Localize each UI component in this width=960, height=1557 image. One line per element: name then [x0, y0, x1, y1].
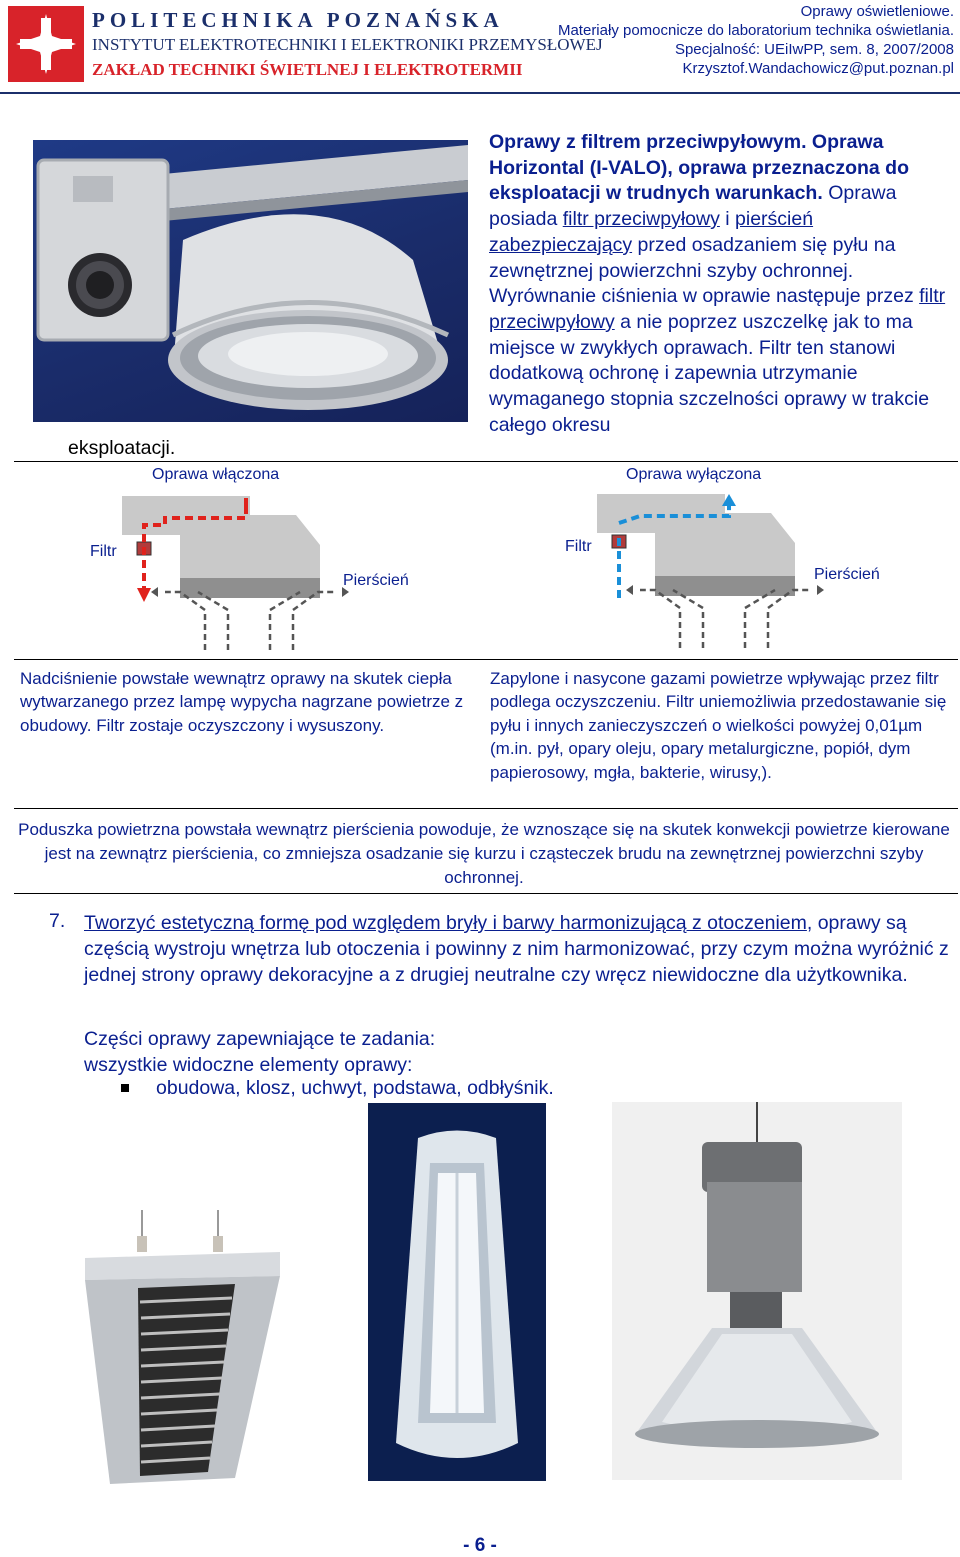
section-divider-1 — [14, 461, 958, 462]
airflow-left-arrow-icon — [151, 587, 158, 597]
diagram-on-caption: Oprawa włączona — [152, 466, 280, 483]
diagram-off-ring-label: Pierścień — [814, 566, 880, 583]
luminaire-photo — [33, 140, 468, 422]
intro-text-1: Oprawa posiada — [489, 182, 897, 231]
parts-line-2: wszystkie widoczne elementy oprawy: — [84, 1054, 413, 1076]
logo-institute-name: INSTYTUT ELEKTROTECHNIKI I ELEKTRONIKI PRZEMYSŁOWEJ — [92, 35, 603, 54]
logo-department-name: ZAKŁAD TECHNIKI ŚWIETLNEJ I ELEKTROTERMII — [92, 60, 523, 79]
diagram-on-filter-label: Filtr — [90, 543, 117, 560]
pendant-luminaire-photo — [80, 1210, 280, 1485]
item-number: 7. — [49, 910, 66, 932]
item-7-paragraph — [84, 910, 956, 988]
logo-cross-icon — [8, 6, 84, 82]
intro-text-3: przed osadzaniem się pyłu na zewnętrznej powierzchni szyby ochronnej. Wyrównanie ciśnienia w oprawie następuje przez — [489, 233, 920, 308]
intro-text-2: i — [719, 208, 736, 231]
section-divider-4 — [14, 893, 958, 894]
airflow-out-arrow-icon — [137, 588, 151, 602]
header-topic: Oprawy oświetleniowe. — [800, 3, 954, 20]
parts-line-1: Części oprawy zapewniające te zadania: — [84, 1028, 436, 1050]
intro-paragraph — [489, 130, 955, 438]
intro-heading: Oprawy z filtrem przeciwpyłowym. Oprawa Horizontal (I-VALO), oprawa przeznaczona do eksploatacji w trudnych warunkach. — [489, 131, 909, 205]
header-email[interactable]: Krzysztof.Wandachowicz@put.poznan.pl — [682, 60, 954, 77]
item-7-heading: Tworzyć estetyczną formę pod względem bryły i barwy harmonizującą z otoczeniem — [84, 912, 807, 934]
logo-university-name: POLITECHNIKA POZNAŃSKA — [92, 8, 504, 32]
header-specialty: Specjalność: UEiIwPP, sem. 8, 2007/2008 — [674, 41, 954, 58]
header-info — [558, 2, 954, 78]
diagram-off-caption: Oprawa wyłączona — [626, 466, 762, 483]
intro-term-filter: filtr przeciwpyłowy — [562, 208, 720, 231]
intro-term-ring: pierścień zabezpieczający — [489, 208, 814, 256]
air-cushion-note: Poduszka powietrzna powstała wewnątrz pierścienia powoduje, że wznoszące się na skutek konwekcji powietrze kierowane jest na zewnątrz pierścienia, co zmniejsza osadzanie się kurzu i cząsteczek brudu na zewnętrznej powierzchni szyby ochronnej. — [18, 820, 950, 887]
intro-term-filter-2: filtr przeciwpyłowy — [489, 285, 946, 333]
item-7-text: , oprawy są częścią wystroju wnętrza lub otoczenia i powinny z nim harmonizować, przy czym można wyróżnić z jednej strony oprawy dekoracyjne a z drugiej neutralne czy wręcz niewidoczne dla użytkownika. — [84, 912, 949, 986]
parts-section — [84, 1026, 435, 1078]
university-logo — [8, 6, 84, 82]
section-divider-2 — [14, 659, 958, 660]
diagram-on-ring-label: Pierścień — [343, 572, 409, 589]
sealed-luminaire-photo — [368, 1103, 546, 1481]
description-lamp-on: Nadciśnienie powstałe wewnątrz oprawy na skutek ciepła wytwarzanego przez lampę wypycha nagrzane powietrze z obudowy. Filtr zostaje oczyszczony i wysuszony. — [20, 669, 464, 735]
diagram-off-filter-label: Filtr — [565, 538, 592, 555]
highbay-luminaire-photo — [612, 1102, 902, 1480]
bullet-square-icon — [121, 1084, 129, 1092]
description-lamp-off: Zapylone i nasycone gazami powietrze wpływając przez filtr podlega oczyszczeniu. Filtr uniemożliwia przedostawanie się pyłu i innych zanieczyszczeń o wielkości powyżej 0,01µm (m.in. pył, opary oleju, opary metalurgiczne, popiół, dym papierosowy, mgła, bakterie, wirusy,). — [490, 669, 947, 782]
airflow-right-arrow-icon — [817, 585, 824, 595]
airflow-left-arrow-icon — [626, 585, 633, 595]
header-divider — [0, 92, 960, 94]
page-number: - 6 - — [463, 1535, 497, 1556]
intro-continuation: eksploatacji. — [68, 437, 176, 459]
parts-list-item: obudowa, klosz, uchwyt, podstawa, odbłyśnik. — [156, 1077, 554, 1099]
header-course: Materiały pomocnicze do laboratorium technika oświetlania. — [557, 22, 954, 39]
diagram-lamp-off — [480, 488, 960, 653]
section-divider-3 — [14, 808, 958, 809]
intro-text-4: a nie poprzez uszczelkę jak to ma miejsce w zwykłych oprawach. Filtr ten stanowi dodatkową ochronę i zapewnia utrzymanie wymaganego stopnia szczelności oprawy w trakcie całego okresu — [489, 310, 930, 436]
